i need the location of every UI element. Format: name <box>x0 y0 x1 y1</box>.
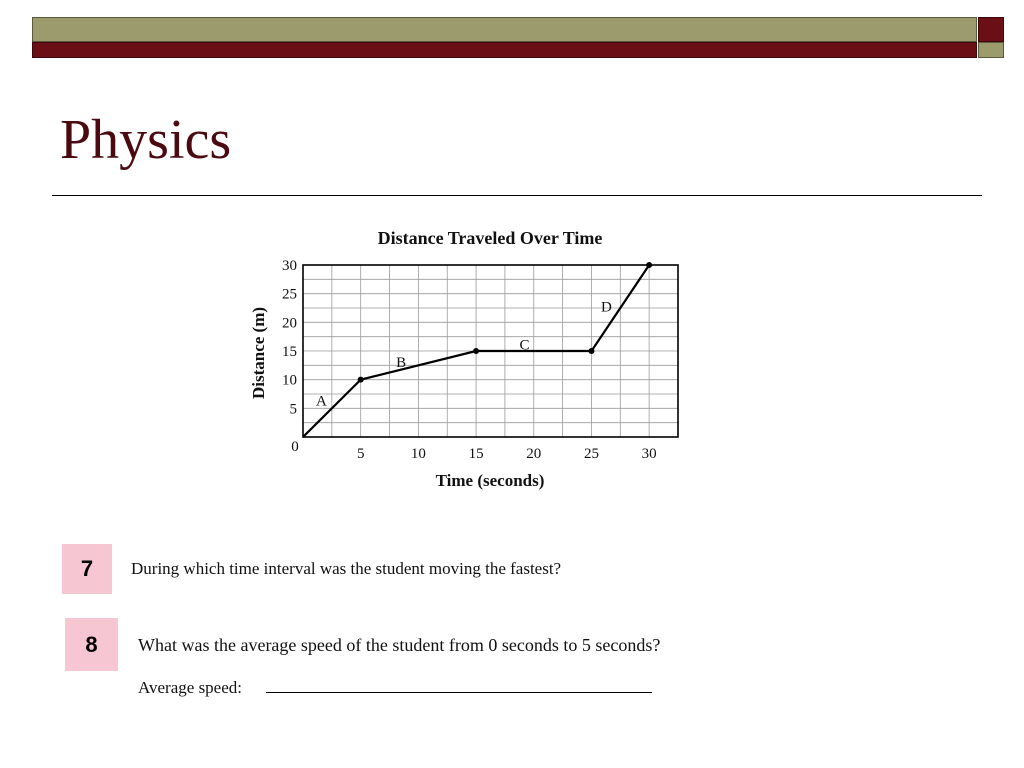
x-axis-label: Time (seconds) <box>435 471 545 490</box>
segment-label-d: D <box>601 299 612 316</box>
chart-series <box>303 262 652 437</box>
question-8-text: What was the average speed of the student from 0 seconds to 5 seconds? <box>138 635 661 655</box>
x-tick-label: 0 <box>291 439 299 455</box>
x-tick-label: 20 <box>526 446 542 462</box>
x-tick-label: 25 <box>583 446 599 462</box>
chart-title: Distance Traveled Over Time <box>377 228 603 248</box>
header-bar-maroon <box>32 42 977 58</box>
y-tick-label: 20 <box>282 315 297 332</box>
header-corner-olive <box>978 42 1004 58</box>
question-7-text: During which time interval was the student moving the fastest? <box>131 559 562 578</box>
question-8-badge: 8 <box>65 618 118 671</box>
title-divider <box>52 195 982 196</box>
y-tick-label: 15 <box>282 344 297 360</box>
x-tick-label: 10 <box>410 446 426 462</box>
distance-time-chart <box>240 222 700 497</box>
y-tick-label: 25 <box>282 286 297 303</box>
header-bar-olive <box>32 17 977 42</box>
header-corner-maroon <box>978 17 1004 42</box>
y-tick-label: 10 <box>282 372 297 389</box>
x-tick-label: 5 <box>356 446 365 462</box>
segment-label-a: A <box>316 393 327 410</box>
data-point <box>473 348 479 354</box>
average-speed-answer-line[interactable] <box>266 692 652 693</box>
data-point <box>646 262 652 268</box>
page-title: Physics <box>60 109 232 171</box>
average-speed-label: Average speed: <box>138 678 242 697</box>
y-tick-label: 5 <box>289 401 297 418</box>
y-axis-label: Distance (m) <box>249 306 268 400</box>
data-point <box>358 377 364 383</box>
chart-ticks <box>282 258 657 462</box>
data-point <box>588 348 594 354</box>
x-tick-label: 30 <box>641 446 657 462</box>
question-7-badge: 7 <box>62 544 112 594</box>
segment-label-b: B <box>396 354 407 371</box>
x-tick-label: 15 <box>468 446 484 462</box>
y-tick-label: 30 <box>282 258 297 274</box>
segment-label-c: C <box>519 337 530 354</box>
